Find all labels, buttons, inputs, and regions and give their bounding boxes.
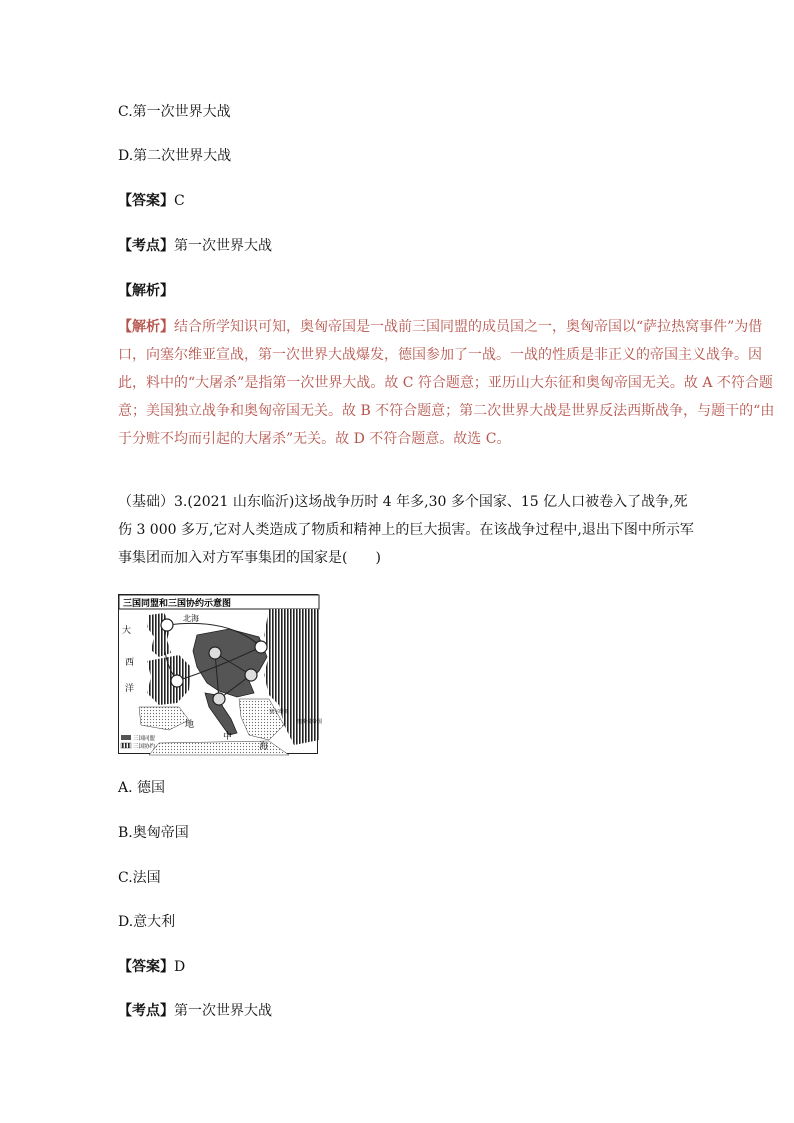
analysis-text: 结合所学知识可知，奥匈帝国是一战前三国同盟的成员国之一，奥匈帝国以“萨拉热窝事件”为借口，向塞尔维亚宣战，第一次世界大战爆发，德国参加了一战。一战的性质是非正义的帝国主义战争。因此，料中的“大屠杀”是指第一次世界大战。故 C 符合题意；亚历山大东征和奥匈帝国无关。故 A 不符合题意；美国独立战争和奥匈帝国无关。故 B 不符合题意；第二次世界大战是世界反法西斯战争，与题干的“由于分赃不均而引起的大屠杀”无关。故 D 不符合题意。故选 C。 <box>118 319 775 447</box>
central-powers-region <box>193 629 267 697</box>
q2-answer <box>118 192 185 210</box>
q3-option-b: B.奥匈帝国 <box>118 825 189 841</box>
q3-answer <box>118 958 185 976</box>
q2-analysis <box>118 313 778 453</box>
label-north-sea: 北海 <box>183 614 199 623</box>
answer-value: D <box>174 959 186 975</box>
answer-tag: 【答案】 <box>118 193 174 209</box>
analysis-label: 【解析】 <box>118 319 174 335</box>
q3-point <box>118 1002 272 1020</box>
legend-alliance-label: 三国同盟 <box>133 736 156 742</box>
marker-france <box>171 675 183 687</box>
label-zhong: 中 <box>223 732 233 742</box>
q3-option-d: D.意大利 <box>118 914 176 930</box>
legend-entente-swatch <box>121 743 131 748</box>
france-region <box>147 655 191 705</box>
q2-analysis-heading: 【解析】 <box>118 283 174 299</box>
alliance-map <box>118 594 323 754</box>
q3-option-a: A. 德国 <box>118 780 166 796</box>
point-tag: 【考点】 <box>118 1003 174 1019</box>
map-title: 三国同盟和三国协约示意图 <box>123 599 232 609</box>
point-value: 第一次世界大战 <box>174 238 272 254</box>
legend-alliance-swatch <box>121 735 131 740</box>
q3-option-c: C.法国 <box>118 870 161 886</box>
marker-austria <box>245 669 257 681</box>
label-serbia: 塞尔维亚 <box>269 709 290 715</box>
point-tag: 【考点】 <box>118 238 174 254</box>
balkans-region <box>239 699 284 740</box>
label-ottoman: 奥斯曼帝国 <box>297 719 323 725</box>
label-xi: 西 <box>125 658 135 668</box>
prev-option-d: D.第二次世界大战 <box>118 148 232 164</box>
marker-italy <box>213 693 225 705</box>
prev-option-c: C.第一次世界大战 <box>118 104 231 120</box>
answer-value: C <box>174 193 185 209</box>
point-value: 第一次世界大战 <box>174 1003 272 1019</box>
label-da: 大 <box>122 626 132 636</box>
marker-britain <box>161 619 173 631</box>
marker-germany <box>209 647 221 659</box>
q2-point <box>118 237 272 255</box>
iberia-region <box>139 707 189 730</box>
q3-stem: （基础）3.(2021 山东临沂)这场战争历时 4 年多,30 多个国家、15 亿人口被卷入了战争,死伤 3 000 多万,它对人类造成了物质和精神上的巨大损害。在该战争过程中,退出下图中所示军事集团而加入对方军事集团的国家是( ) <box>118 494 694 566</box>
legend-entente-label: 三国协约 <box>133 744 156 750</box>
label-yang: 洋 <box>125 684 135 694</box>
answer-tag: 【答案】 <box>118 959 174 975</box>
map-drawing <box>119 595 323 755</box>
marker-russia <box>255 641 267 653</box>
label-hai: 海 <box>259 742 269 752</box>
label-di: 地 <box>185 720 195 730</box>
